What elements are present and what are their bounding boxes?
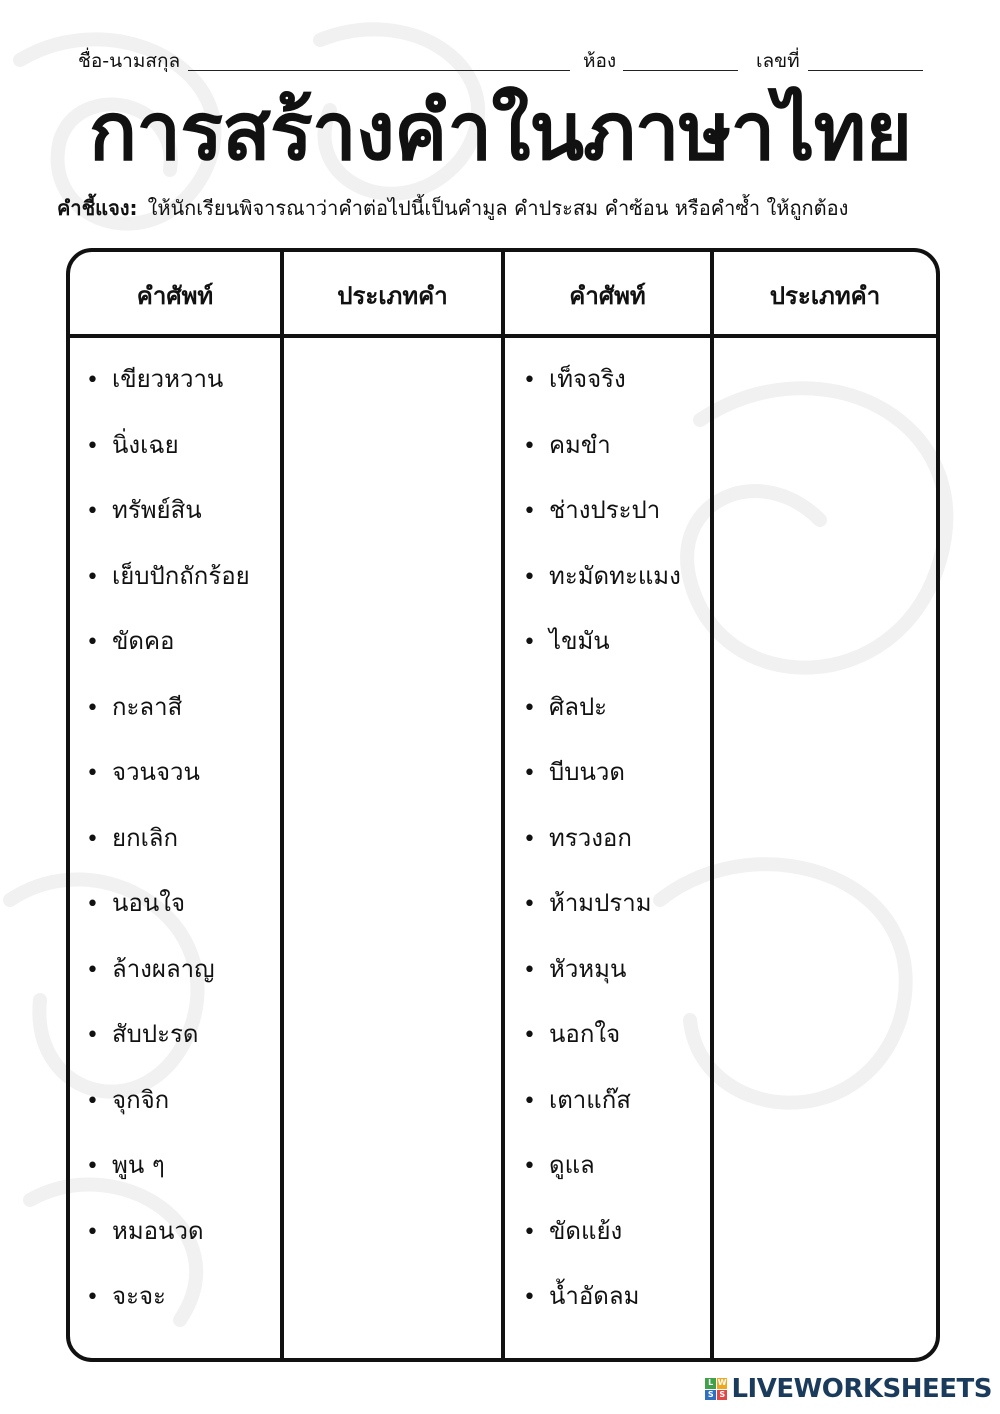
list-item: • สับปะรด bbox=[86, 1020, 199, 1048]
list-item: • เตาแก๊ส bbox=[523, 1085, 631, 1114]
worksheet-table bbox=[66, 248, 940, 1362]
list-item: • บีบนวด bbox=[523, 758, 625, 786]
brand-text: LIVEWORKSHEETS bbox=[731, 1374, 992, 1404]
word-text: กะลาสี bbox=[112, 692, 183, 721]
word-text: ขัดแย้ง bbox=[549, 1216, 623, 1245]
list-item: • เท็จจริง bbox=[523, 365, 626, 393]
logo-tile: W bbox=[717, 1378, 727, 1387]
list-item: • ดูแล bbox=[523, 1151, 595, 1179]
logo-tile: S bbox=[717, 1390, 728, 1401]
list-item: • เย็บปักถักร้อย bbox=[86, 561, 250, 590]
word-list-right bbox=[523, 364, 681, 1347]
list-item: • นอนใจ bbox=[86, 889, 186, 917]
header-divider bbox=[70, 334, 936, 338]
word-text: เขียวหวาน bbox=[112, 365, 224, 393]
word-text: ขัดคอ bbox=[112, 627, 175, 655]
list-item: • กะลาสี bbox=[86, 692, 183, 721]
word-text: ห้ามปราม bbox=[549, 889, 652, 917]
word-text: นอกใจ bbox=[549, 1020, 621, 1048]
column-header-word-type-right: ประเภทคำ bbox=[769, 282, 881, 310]
word-text: สับปะรด bbox=[112, 1020, 199, 1048]
instructions-text: ให้นักเรียนพิจารณาว่าคำต่อไปนี้เป็นคำมูล คำประสม คำซ้อน หรือคำซ้ำ ให้ถูกต้อง bbox=[147, 196, 849, 220]
column-divider bbox=[501, 252, 505, 1358]
list-item: • จวนจวน bbox=[86, 758, 200, 786]
list-item: • ขัดแย้ง bbox=[523, 1216, 623, 1245]
list-item: • จะจะ bbox=[86, 1282, 166, 1310]
list-item: • ศิลปะ bbox=[523, 692, 608, 721]
word-text: หัวหมุน bbox=[549, 954, 627, 983]
word-text: ดูแล bbox=[549, 1151, 595, 1179]
answer-column-right[interactable] bbox=[718, 342, 932, 1348]
word-text: ไขมัน bbox=[549, 627, 610, 655]
word-text: ช่างประปา bbox=[549, 496, 661, 524]
name-label: ชื่อ-นามสกุล bbox=[78, 50, 181, 72]
column-header-vocabulary-right: คำศัพท์ bbox=[569, 282, 646, 310]
word-text: เตาแก๊ส bbox=[549, 1085, 631, 1114]
list-item: • ล้างผลาญ bbox=[86, 954, 215, 983]
column-header-word-type-left: ประเภทคำ bbox=[337, 282, 448, 310]
logo-tile: L bbox=[705, 1378, 716, 1389]
list-item: • หัวหมุน bbox=[523, 954, 627, 983]
list-item: • เขียวหวาน bbox=[86, 365, 224, 393]
word-text: ทรัพย์สิน bbox=[112, 496, 202, 524]
list-item: • ทะมัดทะแมง bbox=[523, 561, 681, 590]
student-info-header bbox=[78, 42, 928, 74]
list-item: • พูน ๆ bbox=[86, 1151, 165, 1179]
list-item: • ยกเลิก bbox=[86, 823, 179, 852]
list-item: • นอกใจ bbox=[523, 1020, 621, 1048]
list-item: • นิ่งเฉย bbox=[86, 430, 179, 459]
list-item: • หมอนวด bbox=[86, 1216, 204, 1245]
word-text: พูน ๆ bbox=[112, 1151, 165, 1179]
list-item: • น้ำอัดลม bbox=[523, 1282, 640, 1310]
column-divider bbox=[280, 252, 284, 1358]
number-label: เลขที่ bbox=[756, 50, 800, 72]
column-divider bbox=[710, 252, 714, 1358]
name-field[interactable] bbox=[188, 70, 570, 71]
word-text: น้ำอัดลม bbox=[549, 1282, 640, 1310]
number-field[interactable] bbox=[808, 70, 923, 71]
word-text: จะจะ bbox=[112, 1282, 166, 1310]
list-item: • ห้ามปราม bbox=[523, 889, 652, 917]
word-text: ล้างผลาญ bbox=[112, 954, 215, 983]
list-item: • ทรัพย์สิน bbox=[86, 496, 202, 524]
word-text: นอนใจ bbox=[112, 889, 186, 917]
list-item: • จุกจิก bbox=[86, 1085, 170, 1114]
list-item: • ขัดคอ bbox=[86, 627, 175, 655]
word-text: เย็บปักถักร้อย bbox=[112, 561, 250, 590]
logo-tile: S bbox=[705, 1390, 716, 1401]
list-item: • คมขำ bbox=[523, 430, 611, 459]
column-header-vocabulary-left: คำศัพท์ bbox=[136, 282, 214, 310]
list-item: • ไขมัน bbox=[523, 627, 610, 655]
word-text: เท็จจริง bbox=[549, 365, 626, 393]
word-text: บีบนวด bbox=[549, 758, 625, 786]
page-title: การสร้างคำในภาษาไทย bbox=[88, 85, 912, 178]
word-text: คมขำ bbox=[549, 430, 611, 459]
instructions-label: คำชี้แจง: bbox=[57, 196, 138, 220]
word-text: ศิลปะ bbox=[549, 692, 608, 721]
word-text: จวนจวน bbox=[112, 758, 200, 786]
instructions bbox=[57, 192, 957, 224]
word-text: นิ่งเฉย bbox=[112, 430, 179, 459]
room-field[interactable] bbox=[623, 70, 738, 71]
word-text: ยกเลิก bbox=[112, 823, 179, 852]
word-list-left bbox=[86, 364, 250, 1347]
list-item: • ช่างประปา bbox=[523, 496, 661, 524]
list-item: • ทรวงอก bbox=[523, 823, 632, 852]
room-label: ห้อง bbox=[583, 50, 617, 72]
answer-column-left[interactable] bbox=[288, 342, 497, 1348]
word-text: ทรวงอก bbox=[549, 823, 632, 852]
liveworksheets-logo-icon bbox=[705, 1378, 727, 1400]
word-text: จุกจิก bbox=[112, 1085, 170, 1114]
liveworksheets-brand bbox=[705, 1374, 992, 1404]
word-text: หมอนวด bbox=[112, 1216, 204, 1245]
word-text: ทะมัดทะแมง bbox=[549, 561, 681, 590]
